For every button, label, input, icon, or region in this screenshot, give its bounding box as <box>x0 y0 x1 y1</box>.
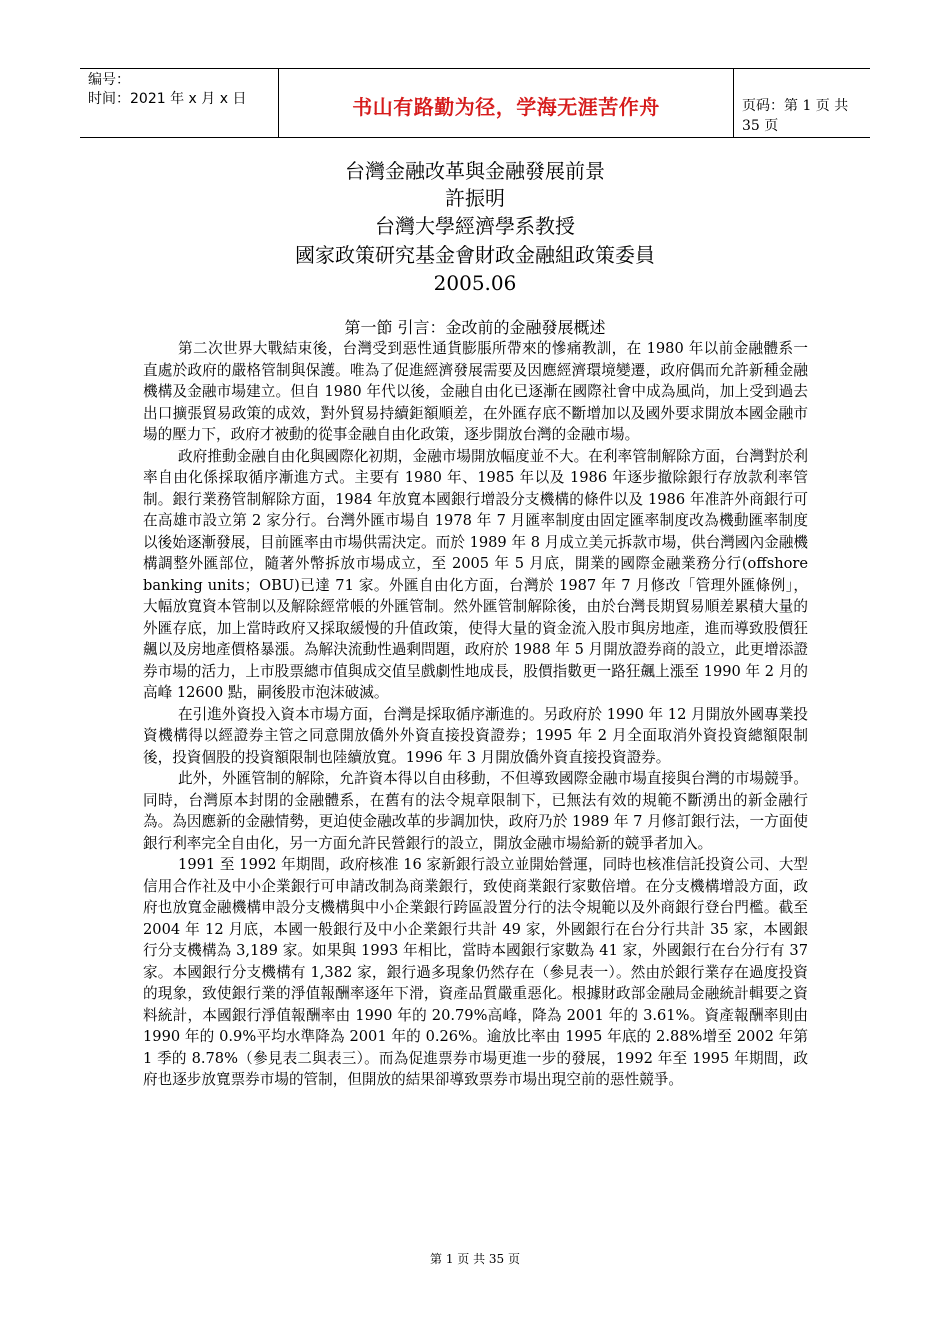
motto-text: 书山有路勤为径，学海无涯苦作舟 <box>352 95 660 119</box>
page-info: 页码：第 1 页 共 35 页 <box>742 98 849 134</box>
author-name: 許振明 <box>445 186 505 210</box>
author-position: 國家政策研究基金會財政金融組政策委員 <box>295 243 655 267</box>
time-label: 时间：2021 年 x 月 x 日 <box>88 91 247 107</box>
author-affiliation: 台灣大學經濟學系教授 <box>375 214 575 238</box>
paragraph-1: 第二次世界大戰結束後，台灣受到惡性通貨膨脹所帶來的慘痛教訓，在 1980 年以前金融體系一直處於政府的嚴格管制與保護。唯為了促進經濟發展需要及因應經濟環境變遷，政府偶而允許新種金融機構及金融市場建立。但自 1980 年代以後，金融自由化已逐漸在國際社會中成為風尚，加上受到過去出口擴張貿易政策的成效，對外貿易持續鉅額順差，在外匯存底不斷增加以及國外要求開放本國金融市場的壓力下，政府才被動的從事金融自由化政策，逐步開放台灣的金融市場。 <box>143 340 808 443</box>
paragraph-4: 此外，外匯管制的解除，允許資本得以自由移動，不但導致國際金融市場直接與台灣的市場競爭。同時，台灣原本封閉的金融體系，在舊有的法令規章限制下，已無法有效的規範不斷湧出的新金融行為。為因應新的金融情勢，更迫使金融改革的步調加快，政府乃於 1989 年 7 月修訂銀行法，一方面使銀行利率完全自由化，另一方面允許民營銀行的設立，開放金融市場給新的競爭者加入。 <box>143 770 808 852</box>
body-text <box>143 338 808 1091</box>
number-label: 编号： <box>88 72 130 88</box>
header-meta <box>80 69 278 137</box>
paragraph-2: 政府推動金融自由化與國際化初期，金融市場開放幅度並不大。在利率管制解除方面，台灣對於利率自由化係採取循序漸進方式。主要有 1980 年、1985 年以及 1986 年逐步撤除銀行存放款利率管制。銀行業務管制解除方面，1984 年放寬本國銀行增設分支機構的條件以及 1986 年准許外商銀行可在高雄市設立第 2 家分行。台灣外匯市場自 1978 年 7 月匯率制度由固定匯率制度改為機動匯率制度以後始逐漸發展，目前匯率由市場供需決定。而於 1989 年 8 月成立美元拆款市場，供台灣國內金融機構調整外匯部位，隨著外幣拆放市場成立，至 2005 年 5 月底，開業的國際金融業務分行(offshore banking units；OBU)已達 71 家。外匯自由化方面，台灣於 1987 年 7 月修改「管理外匯條例」，大幅放寬資本管制以及解除經常帳的外匯管制。然外匯管制解除後，由於台灣長期貿易順差累積大量的外匯存底，加上當時政府又採取緩慢的升值政策，使得大量的資金流入股市與房地產，進而導致股價狂飆以及房地產價格暴漲。為解決流動性過剩問題，政府於 1988 年 5 月開放證券商的設立，此更增添證券市場的活力，上市股票總市值與成交值呈戲劇性地成長，股價指數更一路狂飆上漲至 1990 年 2 月的高峰 12600 點，嗣後股市泡沫破滅。 <box>143 447 808 701</box>
document-header <box>80 68 870 138</box>
paragraph-5: 1991 至 1992 年期間，政府核准 16 家新銀行設立並開始營運，同時也核准信託投資公司、大型信用合作社及中小企業銀行可申請改制為商業銀行，致使商業銀行家數倍增。在分支機構增設方面，政府也放寬金融機構申設分支機構與中小企業銀行跨區設置分行的法令規範以及外商銀行登台門檻。截至 2004 年 12 月底，本國一般銀行及中小企業銀行共計 49 家，外國銀行在台分行共計 35 家，本國銀行分支機構為 3,189 家。如果與 1993 年相比，當時本國銀行家數為 41 家，外國銀行在台分行有 37 家。本國銀行分支機構有 1,382 家，銀行過多現象仍然存在（參見表一）。然由於銀行業存在過度投資的現象，致使銀行業的淨值報酬率逐年下滑，資產品質嚴重惡化。根據財政部金融局金融統計輯要之資料統計，本國銀行淨值報酬率由 1990 年的 20.79%高峰，降為 2001 年的 3.61%。資產報酬率則由 1990 年的 0.9%平均水準降為 2001 年的 0.26%。逾放比率由 1995 年底的 2.88%增至 2002 年第 1 季的 8.78%（參見表二與表三）。而為促進票券市場更進一步的發展，1992 年至 1995 年期間，政府也逐步放寬票券市場的管制，但開放的結果卻導致票券市場出現空前的惡性競爭。 <box>143 856 808 1088</box>
section-heading: 第一節 引言：金改前的金融發展概述 <box>344 318 606 337</box>
doc-title: 台灣金融改革與金融發展前景 <box>345 159 605 183</box>
header-motto-cell <box>278 69 734 137</box>
paragraph-3: 在引進外資投入資本市場方面，台灣是採取循序漸進的。另政府於 1990 年 12 月開放外國專業投資機構得以經證券主管之同意開放僑外外資直接投資證券；1995 年 2 月全面取消外資投資總額限制後，投資個股的投資額限制也陸續放寬。1996 年 3 月開放僑外資直接投資證券。 <box>143 705 808 766</box>
doc-date: 2005.06 <box>433 271 517 295</box>
page-footer: 第 1 页 共 35 页 <box>430 1252 520 1266</box>
